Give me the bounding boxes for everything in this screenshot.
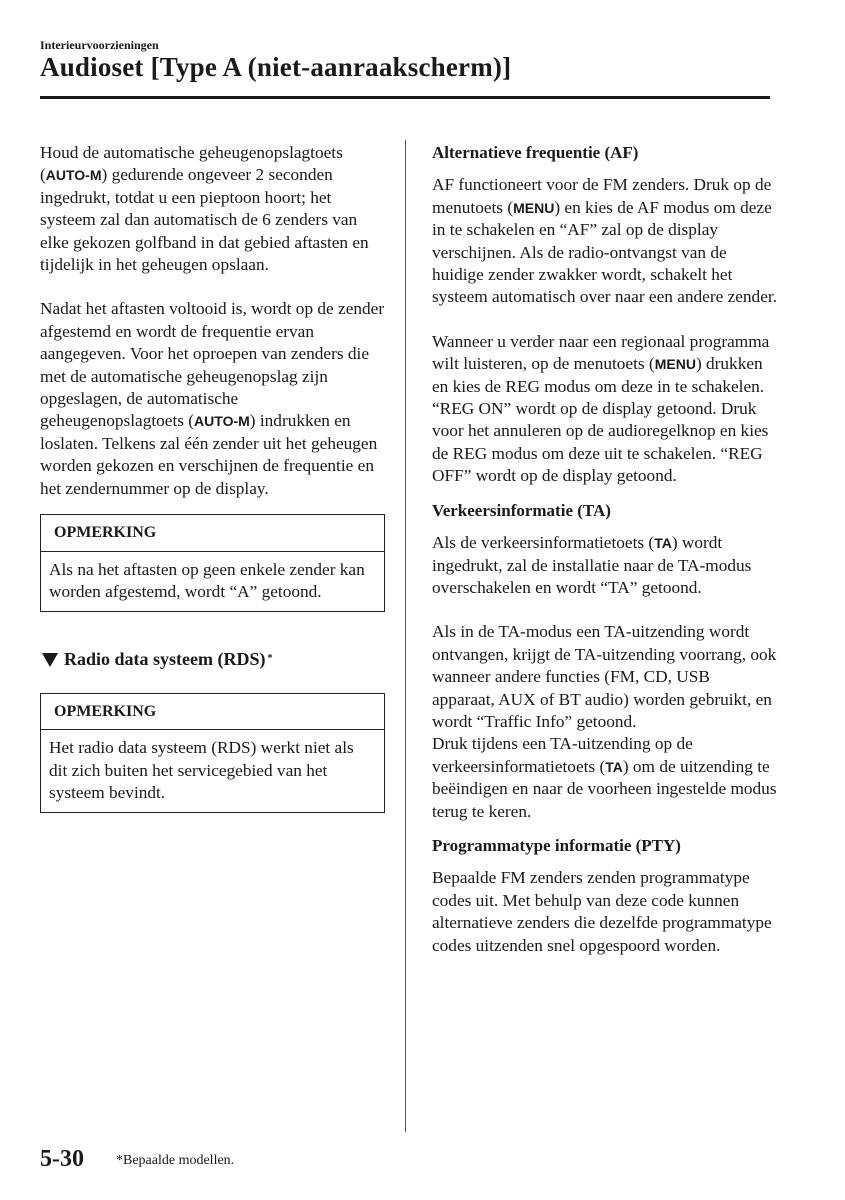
paragraph-pty: Bepaalde FM zenders zenden programmatype codes uit. Met behulp van deze code kunnen alternatieve zenders die dezelfde programmatype codes uitzenden snel opgespoord worden. bbox=[432, 868, 772, 955]
ta-key-label: TA bbox=[654, 535, 672, 552]
paragraph-ta-press: Als de verkeersinformatietoets (TA) wordt ingedrukt, zal de installatie naar de TA-modus overschakelen en wordt “TA” getoond. bbox=[432, 533, 752, 597]
paragraph-auto-recall: Nadat het aftasten voltooid is, wordt op de zender afgestemd en wordt de frequentie ervan aangegeven. Voor het oproepen van zenders die met de automatische geheugenopslag zijn opgeslagen, de automatische geheugenopslagtoets (AUTO-M) indrukken en loslaten. Telkens zal één zender uit het geheugen worden gekozen en verschijnen de frequentie en het zendernummer op de display. bbox=[40, 299, 385, 498]
title-rule bbox=[40, 96, 770, 99]
paragraph-af: AF functioneert voor de FM zenders. Druk op de menutoets (MENU) en kies de AF modus om deze in te schakelen en “AF” zal op de display verschijnen. Als de radio-ontvangst van de huidige zender zwakker wordt, schakelt het systeem automatisch over naar een andere zender. bbox=[432, 175, 777, 307]
section-label: Interieurvoorzieningen bbox=[40, 38, 159, 52]
paragraph-reg: Wanneer u verder naar een regionaal programma wilt luisteren, op de menutoets (MENU) drukken en kies de REG modus om deze in te schakelen. “REG ON” wordt op de display getoond. Druk voor het annuleren op de audioregelknop en kies de REG modus om deze uit te schakelen. “REG OFF” wordt op de display getoond. bbox=[432, 331, 770, 486]
af-heading: Alternatieve frequentie (AF) bbox=[432, 143, 639, 162]
left-column bbox=[40, 142, 385, 813]
note-heading: OPMERKING bbox=[41, 694, 384, 730]
rds-heading: Radio data systeem (RDS) * bbox=[40, 648, 385, 670]
paragraph-ta-cancel: Druk tijdens een TA-uitzending op de verkeersinformatietoets (TA) om de uitzending te beëindigen en naar de voorheen ingestelde modus terug te keren. bbox=[432, 734, 777, 821]
footnote: *Bepaalde modellen. bbox=[116, 1153, 235, 1168]
menu-key-label: MENU bbox=[513, 199, 555, 216]
right-column bbox=[432, 142, 777, 957]
column-divider bbox=[405, 140, 406, 1132]
ta-key-label: TA bbox=[605, 758, 623, 775]
triangle-down-icon bbox=[42, 653, 58, 667]
page-title: Audioset [Type A (niet-aanraakscherm)] bbox=[40, 52, 512, 82]
note-body: Als na het aftasten op geen enkele zender kan worden afgestemd, wordt “A” getoond. bbox=[49, 559, 365, 601]
note-box-rds bbox=[40, 693, 385, 814]
auto-m-key-label: AUTO-M bbox=[194, 413, 250, 430]
pty-heading: Programmatype informatie (PTY) bbox=[432, 835, 681, 855]
auto-m-key-label: AUTO-M bbox=[45, 167, 102, 184]
note-body: Het radio data systeem (RDS) werkt niet als dit zich buiten het servicegebied van het systeem bevindt. bbox=[49, 738, 354, 802]
paragraph-ta-receive: Als in de TA-modus een TA-uitzending wordt ontvangen, krijgt de TA-uitzending voorrang, ook wanneer andere functies (FM, CD, USB apparaat, AUX of BT audio) worden gebruikt, en wordt “Traffic Info” getoond. bbox=[432, 622, 777, 731]
note-box-scan bbox=[40, 514, 385, 612]
ta-heading: Verkeersinformatie (TA) bbox=[432, 500, 611, 520]
page-number: 5-30 bbox=[40, 1146, 84, 1172]
paragraph-auto-store: Houd de automatische geheugenopslagtoets (AUTO-M) gedurende ongeveer 2 seconden ingedrukt, totdat u een pieptoon hoort; het systeem zal dan automatisch de 6 zenders van elke gekozen golfband in dat gebied aftasten en tijdelijk in het geheugen opslaan. bbox=[40, 143, 369, 275]
note-heading: OPMERKING bbox=[41, 515, 384, 551]
menu-key-label: MENU bbox=[654, 356, 696, 373]
